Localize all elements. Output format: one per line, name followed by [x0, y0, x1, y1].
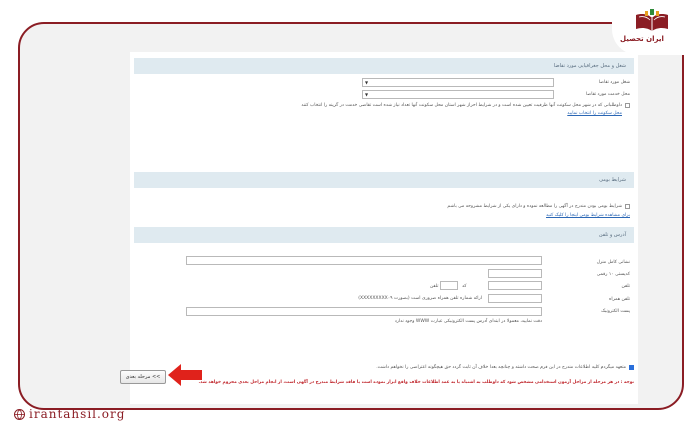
- mobile-input[interactable]: [488, 294, 542, 303]
- native-conditions-text: شرایط بومی بودن مندرج در آگهی را مطالعه نموده و دارای یکی از شرایط مشروحه می باشم: [447, 204, 622, 209]
- phone-small-label: تلفن: [430, 284, 439, 289]
- phone-input[interactable]: [488, 281, 542, 290]
- location-link[interactable]: محل سکونت را انتخاب نمایید: [567, 111, 622, 116]
- screenshot-frame: [18, 22, 684, 410]
- native-conditions-link[interactable]: برای مشاهده شرایط بومی اینجا را کلیک کنید: [546, 213, 630, 218]
- location-select[interactable]: [362, 90, 554, 99]
- chevron-down-icon: ▼: [365, 80, 369, 85]
- footer-url[interactable]: irantahsil.org: [29, 407, 126, 421]
- area-code-label: کد: [462, 284, 467, 289]
- globe-icon: [14, 409, 25, 420]
- native-conditions-checkbox[interactable]: [625, 204, 630, 209]
- email-label: پست الکترونیک: [601, 309, 630, 314]
- form-page: [130, 52, 638, 404]
- book-logo-icon: [632, 9, 672, 33]
- address-label: نشانی کامل منزل: [596, 260, 630, 265]
- phone-label: تلفن: [621, 284, 630, 289]
- mobile-label: تلفن همراه: [609, 297, 630, 302]
- chevron-down-icon: ▼: [365, 92, 369, 97]
- commitment-checkbox[interactable]: [629, 365, 634, 370]
- footer-brand: [14, 405, 125, 423]
- email-input[interactable]: [186, 307, 542, 316]
- area-code-input[interactable]: [440, 281, 458, 290]
- section-native-conditions-header: شرایط بومی: [134, 172, 634, 188]
- next-step-button[interactable]: مرحله بعدی <<: [120, 370, 166, 384]
- red-arrow-icon: [168, 364, 202, 386]
- location-note: داوطلبانی که در شهر محل سکونت آنها ظرفیت تعیین شده است و در شرایط احراز شهر استان محل سکونت آنها تعداد نیاز شده است تقاضی خدمت در گزینه را انتخاب کنند: [301, 103, 622, 108]
- job-select[interactable]: [362, 78, 554, 87]
- mobile-hint: ارائه شماره تلفن همراه ضروری است (بصورت XXXXXXXXX۰۹): [358, 296, 482, 301]
- postal-code-input[interactable]: [488, 269, 542, 278]
- logo-text: ایران تحصیل: [620, 35, 664, 43]
- section-address-phone-header: آدرس و تلفن: [134, 227, 634, 243]
- postal-code-label: کدپستی ۱۰ رقمی: [596, 272, 630, 277]
- location-label: محل خدمت مورد تقاضا: [586, 92, 630, 97]
- job-label: شغل مورد تقاضا: [598, 80, 630, 85]
- local-checkbox[interactable]: [625, 103, 630, 108]
- commitment-text: متعهد میگردم کلیه اطلاعات مندرج در این فرم صحت داشته و چنانچه بعدا خلاف آن ثابت گردد حق هیچگونه اعتراضی را نخواهم داشت.: [376, 365, 626, 370]
- email-hint: دقت نمایید، معمولا در ابتدای آدرس پست الکترونیکی عبارت WWW وجود ندارد: [394, 319, 542, 324]
- warning-text: توجه : در هر مرحله از مراحل آزمون استخدامی مشخص شود که داوطلب به اشتباه یا به عمد اطلاعات خلاف واقع ابراز نموده است یا فاقد شرایط مندرج در آگهی است، از انجام مراحل بعدی محروم خواهد شد.: [198, 380, 634, 385]
- logo: [612, 3, 698, 55]
- section-job-location-header: شغل و محل جغرافیایی مورد تقاضا: [134, 58, 634, 74]
- address-input[interactable]: [186, 256, 542, 265]
